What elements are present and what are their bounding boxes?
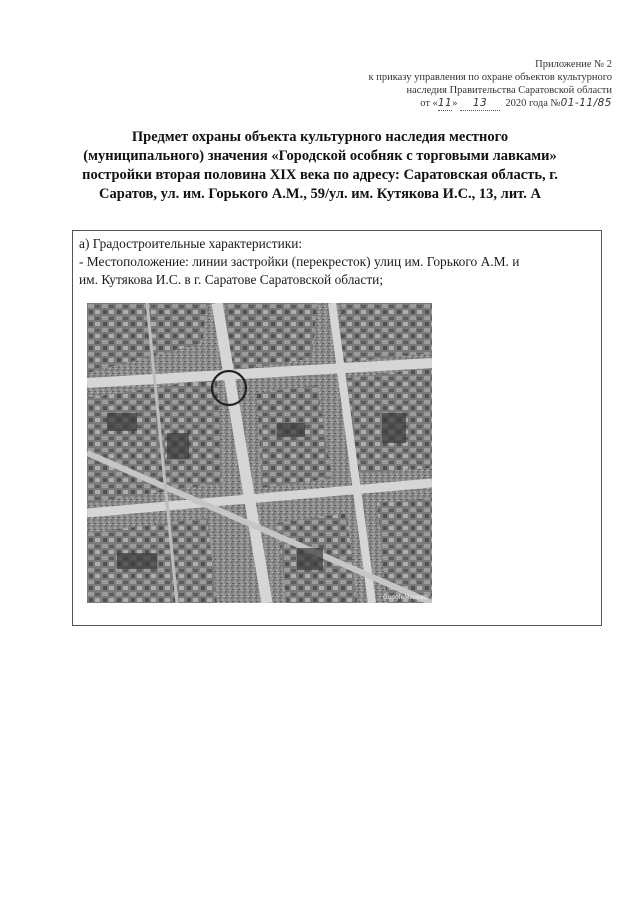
map-credit: GoogleМаркер xyxy=(383,594,428,601)
appendix-authority: наследия Правительства Саратовской области xyxy=(406,85,612,96)
characteristics-frame xyxy=(72,230,602,626)
characteristics-text xyxy=(79,235,595,289)
appendix-date-line xyxy=(312,97,612,111)
document-title: Предмет охраны объекта культурного наследия местного (муниципального) значения «Городской особняк с торговыми лавками» постройки вторая половина XIX века по адресу: Саратовская область, г. Саратов, ул. им. Горького А.М., 59/ул. им. Кутякова И.С., 13, лит. А xyxy=(82,129,558,202)
section-heading: а) Градостроительные характеристики: xyxy=(79,236,303,251)
appendix-header xyxy=(312,58,612,111)
date-year: 2020 года № xyxy=(505,98,561,109)
date-prefix: от « xyxy=(420,98,438,109)
date-day: 11 xyxy=(437,97,453,109)
appendix-order-ref: к приказу управления по охране объектов культурного xyxy=(368,72,612,83)
order-number: 01-11/85 xyxy=(560,97,612,109)
date-mid: » xyxy=(452,98,458,109)
location-line-2: им. Кутякова И.С. в г. Саратове Саратовской области; xyxy=(79,272,384,287)
satellite-map-image xyxy=(87,303,432,603)
satellite-map xyxy=(87,303,432,603)
location-line-1: - Местоположение: линии застройки (перекресток) улиц им. Горького А.М. и xyxy=(79,254,520,269)
date-month: 13 xyxy=(460,97,500,111)
appendix-title: Приложение № 2 xyxy=(535,59,612,70)
